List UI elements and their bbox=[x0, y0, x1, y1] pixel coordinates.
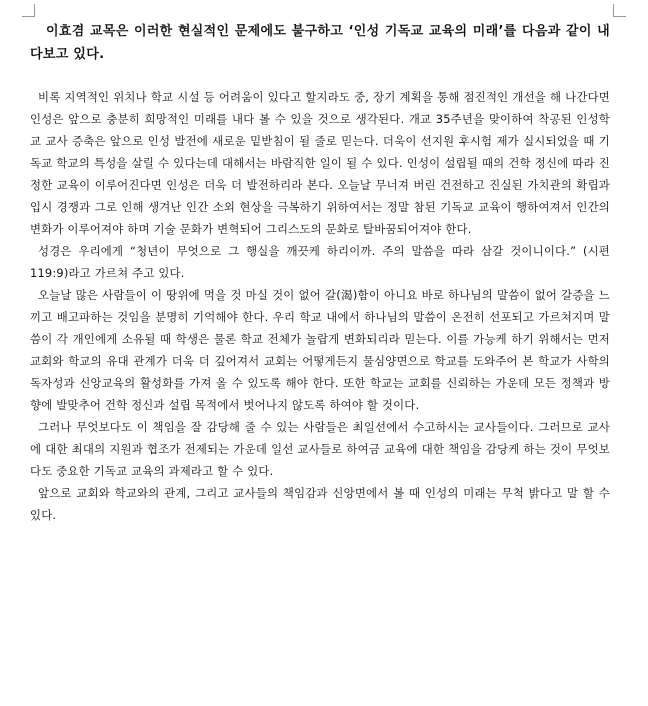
crop-mark-top-right bbox=[613, 4, 626, 17]
body-paragraph: 비록 지역적인 위치나 학교 시설 등 어려움이 있다고 할지라도 중, 장기 계획을 통해 점진적인 개선을 해 나간다면 인성은 앞으로 충분히 희망적인 미래를 내다 볼 수 있을 것으로 생각된다. 개교 35주년을 맞이하여 착공된 인성학교 교사 증축은 앞으로 인성 발전에 새로운 밑받침이 될 줄로 믿는다. 더욱이 선지원 후시험 제가 실시되었을 때 기독교 학교의 특성을 살릴 수 있다는데 대해서는 바람직한 일이 될 수 있다. 인성이 설립될 때의 건학 정신에 따라 진정한 교육이 이루어진다면 인성은 더욱 더 발전하리라 본다. 오늘날 무너져 버린 건전하고 진실된 가치관의 확립과 입시 경쟁과 그로 인해 생겨난 인간 소외 현상을 극복하기 위하여서는 정말 참된 기독교 교육이 행하여져서 인간의 변화가 이루어져야 하며 기술 문화가 변혁되어 그리스도의 문화로 탈바꿈되어져야 한다. bbox=[30, 90, 610, 236]
body-paragraph: 그러나 무엇보다도 이 책임을 잘 감당해 줄 수 있는 사람들은 최일선에서 수고하시는 교사들이다. 그러므로 교사에 대한 최대의 지원과 협조가 전제되는 가운데 일선 교사들로 하여금 교육에 대한 책임을 감당케 하는 것이 무엇보다도 중요한 기독교 교육의 과제라고 할 수 있다. bbox=[30, 420, 610, 478]
body-paragraph: 오늘날 많은 사람들이 이 땅위에 먹을 것 마실 것이 없어 갈(渴)함이 아니요 바로 하나님의 말씀이 없어 갈증을 느끼고 배고파하는 것임을 분명히 기억해야 한다. 우리 학교 내에서 하나님의 말씀이 온전히 선포되고 가르쳐지며 말씀이 각 개인에게 소유될 때 학생은 물론 학교 전체가 놀랍게 변화되리라 믿는다. 이를 가능케 하기 위해서는 먼저 교회와 학교의 유대 관계가 더욱 더 깊어져서 교회는 어떻게든지 물심양면으로 학교를 도와주어 본 학교가 사학의 독자성과 신앙교육의 활성화를 가져 올 수 있도록 해야 한다. 또한 학교는 교회를 신뢰하는 가운데 모든 정책과 방향에 발맞추어 건학 정신과 설립 목적에서 벗어나지 않도록 하여야 할 것이다. bbox=[30, 288, 610, 412]
body-paragraph: 성경은 우리에게 “청년이 무엇으로 그 행실을 깨끗케 하리이까. 주의 말씀을 따라 삼갈 것이니이다.” (시편 119:9)라고 가르쳐 주고 있다. bbox=[30, 244, 610, 280]
paragraph-spacer bbox=[30, 66, 610, 86]
document-body bbox=[30, 20, 610, 526]
heading-paragraph: 이효겸 교목은 이러한 현실적인 문제에도 불구하고 ‘인성 기독교 교육의 미래’를 다음과 같이 내다보고 있다. bbox=[30, 24, 610, 62]
crop-mark-top-left bbox=[22, 4, 35, 17]
body-paragraph: 앞으로 교회와 학교와의 관계, 그리고 교사들의 책임감과 신앙면에서 볼 때 인성의 미래는 무척 밝다고 말 할 수 있다. bbox=[30, 486, 610, 522]
